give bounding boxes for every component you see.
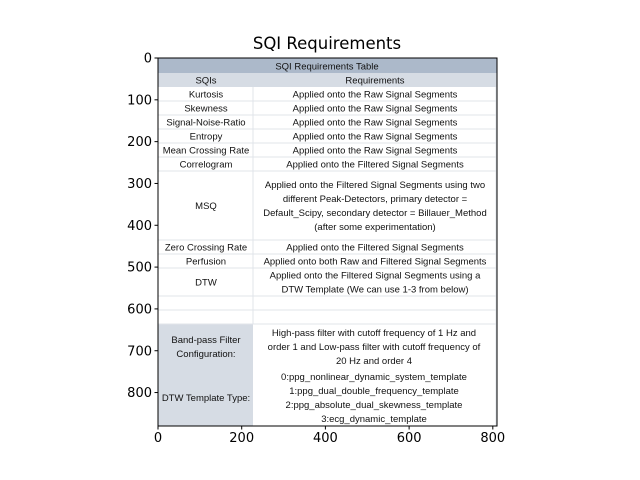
sqi-requirement: Applied onto the Raw Signal Segments: [292, 145, 458, 157]
sqi-name: Entropy: [189, 131, 223, 143]
table-row: [158, 117, 496, 129]
config-label: Configuration:: [176, 348, 236, 360]
table-row: [158, 242, 496, 254]
y-tick-label: 100: [127, 93, 152, 109]
table-row: [158, 159, 496, 171]
x-tick-label: 200: [229, 431, 255, 446]
table-row: [158, 145, 496, 157]
table-title: SQI Requirements Table: [275, 61, 379, 73]
config-value: 0:ppg_nonlinear_dynamic_system_template: [281, 371, 467, 383]
config-label: Band-pass Filter: [171, 334, 241, 346]
y-tick-label: 200: [127, 135, 152, 151]
config-value: 2:ppg_absolute_dual_skewness_template: [285, 399, 463, 411]
table-row: [158, 256, 496, 268]
x-tick-label: 400: [312, 431, 338, 446]
sqi-requirement: DTW Template (We can use 1-3 from below): [281, 284, 469, 296]
sqi-requirement: different Peak-Detectors, primary detector =: [282, 193, 468, 205]
config-value: 1:ppg_dual_double_frequency_template: [289, 385, 459, 397]
sqi-name: Zero Crossing Rate: [164, 242, 248, 254]
sqi-name: Kurtosis: [188, 89, 224, 101]
sqi-name: Correlogram: [179, 159, 233, 171]
sqi-name: DTW: [195, 277, 217, 289]
x-tick-label: 0: [153, 431, 163, 446]
config-value: 3:ecg_dynamic_template: [321, 414, 427, 426]
sqi-name: Perfusion: [185, 256, 227, 268]
table-row: [158, 103, 496, 115]
sqi-requirement: Applied onto the Raw Signal Segments: [292, 131, 458, 143]
sqi-requirement: Applied onto the Filtered Signal Segments: [286, 242, 464, 254]
sqi-requirement: Default_Scipy, secondary detector = Billauer_Method: [263, 207, 487, 219]
sqi-requirement: Applied onto the Raw Signal Segments: [292, 89, 458, 101]
table-row: [158, 131, 496, 143]
sqi-requirement: Applied onto the Filtered Signal Segments using two: [264, 179, 486, 191]
y-tick-label: 700: [127, 344, 152, 360]
sqi-requirement: Applied onto the Filtered Signal Segments using a: [269, 270, 481, 282]
table-image: [158, 58, 497, 426]
column-header-requirements: Requirements: [345, 75, 405, 87]
chart-title: SQI Requirements: [252, 34, 402, 53]
sqi-requirement: Applied onto the Raw Signal Segments: [292, 117, 458, 129]
x-tick-label: 800: [480, 431, 506, 446]
sqi-requirement: Applied onto both Raw and Filtered Signal Segments: [263, 256, 487, 268]
sqi-name: Skewness: [184, 103, 228, 115]
config-label: DTW Template Type:: [161, 392, 251, 404]
x-tick-label: 600: [396, 431, 422, 446]
sqi-name: MSQ: [195, 200, 217, 212]
config-value: order 1 and Low-pass filter with cutoff frequency of: [267, 341, 481, 353]
y-tick-label: 400: [127, 218, 152, 234]
y-tick-label: 500: [127, 260, 152, 276]
sqi-requirement: Applied onto the Raw Signal Segments: [292, 103, 458, 115]
y-tick-label: 800: [127, 386, 152, 402]
y-tick-label: 300: [127, 177, 152, 193]
config-value: High-pass filter with cutoff frequency of 1 Hz and: [271, 327, 477, 339]
sqi-requirement: Applied onto the Filtered Signal Segments: [286, 159, 464, 171]
sqi-requirement: (after some experimentation): [314, 222, 436, 234]
y-tick-label: 600: [127, 302, 152, 318]
y-tick-label: 0: [143, 51, 152, 67]
sqi-name: Mean Crossing Rate: [162, 145, 250, 157]
column-header-sqis: SQIs: [195, 75, 217, 87]
sqi-name: Signal-Noise-Ratio: [166, 117, 246, 129]
table-row: [158, 89, 496, 101]
config-value: 20 Hz and order 4: [335, 356, 413, 367]
